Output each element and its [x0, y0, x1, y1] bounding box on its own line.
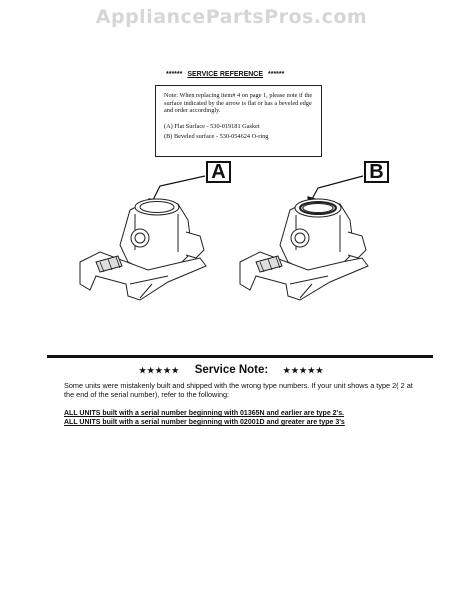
housing-b-drawing [240, 199, 368, 300]
service-note-heading [0, 364, 463, 376]
serial-rule-type3: ALL UNITS built with a serial number beginning with 02001D and greater are type 3's [64, 419, 345, 426]
serial-rule-type2: ALL UNITS built with a serial number beginning with 01365N and earlier are type 2's. [64, 410, 345, 417]
service-note-body: Some units were mistakenly built and shipped with the wrong type numbers. If your unit shows a type 2( 2 at the end of the serial number), refer to the following: [64, 381, 413, 399]
serial-rules [64, 409, 434, 427]
housing-a-drawing [80, 199, 206, 300]
watermark: AppliancePartsPros.com [95, 6, 368, 28]
option-a-text: (A) Flat Surface - 530-019181 Gasket [164, 122, 260, 130]
service-note-title: Service Note: [194, 364, 269, 376]
divider-rule [47, 355, 433, 358]
stars-left: ****** [166, 71, 183, 78]
label-a-box: A [206, 161, 231, 183]
stars-right-icon: ★★★★★ [283, 366, 325, 375]
note-text: Note: When replacing item# 4 on page 1, please note if the surface indicated by the arrow is flat or has a beveled edge and order accordingly. [164, 92, 313, 115]
option-b-text: (B) Beveled surface - 530-054624 O-ring [164, 133, 269, 141]
stars-left-icon: ★★★★★ [138, 366, 180, 375]
label-b-box: B [364, 161, 389, 183]
stars-right: ****** [268, 71, 285, 78]
service-reference-heading: SERVICE REFERENCE [187, 71, 264, 78]
